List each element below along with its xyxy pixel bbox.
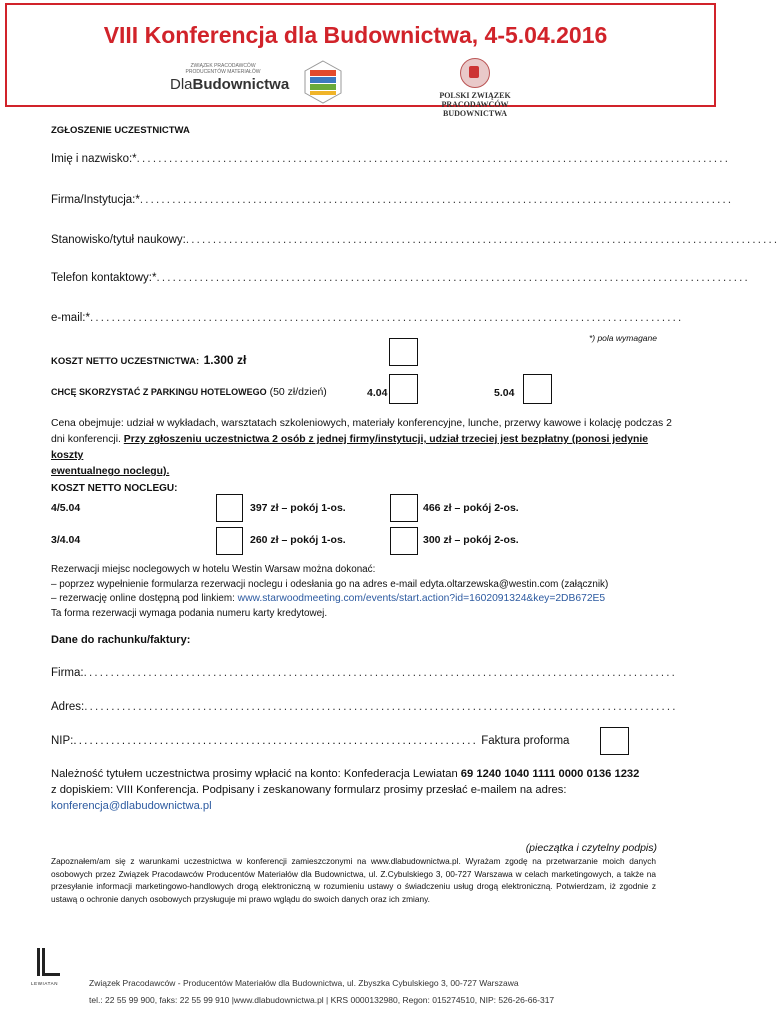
lodging-row1-opt2-checkbox[interactable] (390, 494, 418, 522)
hexagon-logo-icon (304, 60, 342, 104)
dla-word-a: Dla (170, 76, 193, 93)
invoice-company-label: Firma: (51, 667, 84, 679)
includes-text-1: Cena obejmuje: udział w wykładach, warsztatach szkoleniowych, materiały konferencyjne, lunche, przerwy kawowe i kolację podczas 2 (51, 418, 672, 429)
pzpb-emblem-icon (460, 58, 490, 88)
parking-day1-checkbox[interactable] (389, 374, 418, 404)
proforma-label: Faktura proforma (481, 735, 570, 747)
lodging-title: KOSZT NETTO NOCLEGU: (51, 483, 178, 494)
price-includes (51, 416, 676, 480)
required-note: *) pola wymagane (588, 333, 657, 343)
bank-account: 69 1240 1040 1111 0000 0136 1232 (460, 768, 640, 780)
dla-logo-wordmark (170, 76, 289, 93)
dla-word-b: Budownictwa (192, 76, 290, 93)
lodging-row1-date: 4/5.04 (51, 502, 81, 514)
reservation-line3 (51, 592, 691, 607)
parking-label: CHCĘ SKORZYSTAĆ Z PARKINGU HOTELOWEGO (51, 387, 267, 397)
payment-line2: z dopiskiem: VIII Konferencja. Podpisany i zeskanowany formularz prosimy przesłać e-mailem na adres: (51, 784, 567, 796)
invoice-company-dots: .............................................................................................................. (83, 667, 678, 679)
field-position[interactable] (51, 234, 779, 246)
signature-label: (pieczątka i czytelny podpis) (525, 842, 657, 854)
field-invoice-address[interactable] (51, 701, 678, 713)
lodging-row2-opt2-checkbox[interactable] (390, 527, 418, 555)
payment-text: Należność tytułem uczestnictwa prosimy wpłacić na konto: Konfederacja Lewiatan (51, 768, 461, 780)
pzpb-line1: POLSKI ZWIĄZEK (439, 91, 511, 100)
cost-value: 1.300 zł (203, 353, 247, 367)
parking-day2-label: 5.04 (494, 387, 515, 399)
field-position-label: Stanowisko/tytuł naukowy: (51, 234, 186, 246)
invoice-title: Dane do rachunku/faktury: (51, 634, 191, 646)
reservation-line3-text: – rezerwację online dostępną pod linkiem: (51, 593, 235, 604)
includes-text-2: dni konferencji. (51, 434, 121, 445)
parking-price: (50 zł/dzień) (269, 386, 327, 398)
field-company-dots: .............................................................................................................. (139, 194, 734, 206)
lodging-row2-date: 3/4.04 (51, 534, 81, 546)
invoice-nip-dots: ........................................................................... (73, 735, 479, 747)
parking-day1-label: 4.04 (367, 387, 388, 399)
includes-free-note: Przy zgłoszeniu uczestnictwa 2 osób z jednej firmy/instytucji, udział trzeciej jest bezpłatny (ponosi jedynie koszty (51, 434, 649, 461)
invoice-address-dots: .............................................................................................................. (84, 701, 678, 713)
lodging-row1-opt1-checkbox[interactable] (216, 494, 243, 522)
page-title: VIII Konferencja dla Budownictwa, 4-5.04.2016 (103, 22, 608, 48)
field-name[interactable] (51, 153, 731, 165)
participation-checkbox[interactable] (389, 338, 418, 366)
field-name-dots: .............................................................................................................. (136, 153, 731, 165)
dla-logo-subtitle: ZWIĄZEK PRACODAWCÓW PRODUCENTÓW MATERIAŁÓW (185, 63, 261, 75)
payment-info (51, 766, 691, 814)
lodging-row2-opt1-checkbox[interactable] (216, 527, 243, 555)
field-phone[interactable] (51, 272, 750, 284)
parking-row (51, 386, 327, 398)
cost-label: KOSZT NETTO UCZESTNICTWA: (51, 356, 200, 367)
payment-email-link[interactable]: konferencja@dlabudownictwa.pl (51, 800, 212, 812)
consent-text: Zapoznałem/am się z warunkami uczestnictwa w konferencji zamieszczonymi na www.dlabudownictwa.pl. Wyrażam zgodę na przetwarzanie moich danych osobowych przez Związek Pracodawców Producentów Materiałów dla Budownictwa, ul. Z.Cybulskiego 3, 00-727 Warszawa w celach marketingowych, a także na przesyłanie informacji marketingowo-handlowych drogą elektroniczną w rozumieniu ustawy o świadczeniu usług drogą elektroniczną. Potwierdzam, iż zgodnie z ustawą o ochronie danych osobowych przysługuje mi prawo wglądu do swoich danych oraz ich zmiany. (51, 856, 656, 904)
lodging-row2-opt2: 300 zł – pokój 2-os. (423, 534, 519, 546)
invoice-address-label: Adres: (51, 701, 85, 713)
includes-free-note-end: ewentualnego noclegu). (51, 466, 170, 477)
field-email-dots: .............................................................................................................. (89, 312, 684, 324)
field-invoice-company[interactable] (51, 667, 678, 679)
dla-budownictwa-logo (170, 63, 289, 93)
lodging-row2-opt1: 260 zł – pokój 1-os. (250, 534, 346, 546)
parking-day2-checkbox[interactable] (523, 374, 552, 404)
lewiatan-logo-text: LEWIATAN (31, 981, 59, 986)
payment-line1 (51, 766, 691, 782)
lodging-row1-opt2: 466 zł – pokój 2-os. (423, 502, 519, 514)
field-phone-label: Telefon kontaktowy:* (51, 272, 157, 284)
footer-line1: Związek Pracodawców - Producentów Materiałów dla Budownictwa, ul. Zbyszka Cybulskiego 3, 00-727 Warszawa (89, 978, 519, 988)
reservation-info (51, 563, 691, 621)
reservation-line1: Rezerwacji miejsc noclegowych w hotelu Westin Warsaw można dokonać: (51, 564, 376, 575)
field-position-dots: .............................................................................................................. (185, 234, 779, 246)
reservation-line2: – poprzez wypełnienie formularza rezerwacji noclegu i odesłania go na adres e-mail edyta.oltarzewska@westin.com (załącznik) (51, 578, 609, 590)
field-name-label: Imię i nazwisko:* (51, 153, 137, 165)
header-banner (5, 3, 716, 107)
lodging-row1-opt1: 397 zł – pokój 1-os. (250, 502, 346, 514)
field-company[interactable] (51, 194, 734, 206)
reservation-link[interactable]: www.starwoodmeeting.com/events/start.action?id=1602091324&key=2DB672E5 (237, 593, 606, 604)
proforma-checkbox[interactable] (600, 727, 629, 755)
reservation-line4: Ta forma rezerwacji wymaga podania numeru karty kredytowej. (51, 607, 328, 619)
field-invoice-nip[interactable] (51, 735, 569, 747)
field-email-label: e-mail:* (51, 312, 90, 324)
field-email[interactable] (51, 312, 684, 324)
pzpb-logo (410, 58, 540, 118)
footer-line2: tel.: 22 55 99 900, faks: 22 55 99 910 |www.dlabudownictwa.pl | KRS 0000132980, Regon: 015274510, NIP: 526-26-66-317 (89, 995, 555, 1005)
section-title: ZGŁOSZENIE UCZESTNICTWA (51, 125, 190, 136)
participation-cost (51, 351, 246, 369)
field-company-label: Firma/Instytucja:* (51, 194, 140, 206)
invoice-nip-label: NIP: (51, 735, 74, 747)
pzpb-line2: PRACODAWCÓW BUDOWNICTWA (441, 100, 509, 118)
field-phone-dots: .............................................................................................................. (156, 272, 750, 284)
pzpb-text (410, 91, 540, 118)
